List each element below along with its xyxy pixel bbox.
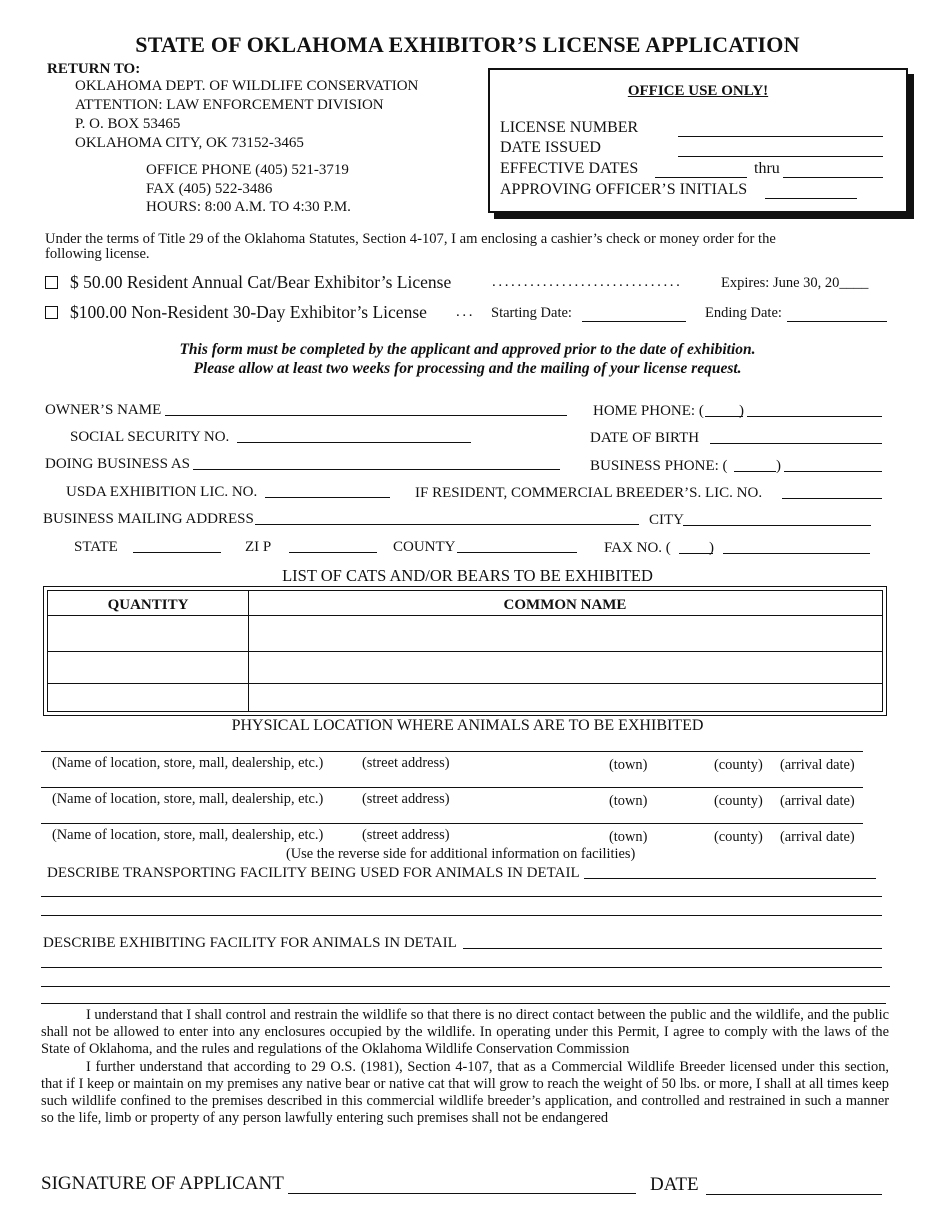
street-caption: (street address) [362, 791, 450, 807]
breeder-label: IF RESIDENT, COMMERCIAL BREEDER’S. LIC. NO. [415, 485, 763, 501]
fax-paren: ) [709, 540, 714, 556]
return-to-heading: RETURN TO: [47, 61, 141, 77]
city-field[interactable] [683, 525, 871, 526]
intro-line: Under the terms of Title 29 of the Oklahoma Statutes, Section 4-107, I am enclosing a cashier’s check or money order for the [45, 231, 776, 247]
date-issued-label: DATE ISSUED [500, 139, 601, 156]
intro-line: following license. [45, 246, 150, 262]
office-use-heading: OFFICE USE ONLY! [627, 83, 769, 99]
nonresident-license-checkbox[interactable] [45, 306, 58, 319]
dba-field[interactable] [193, 469, 560, 470]
arrival-caption: (arrival date) [780, 793, 855, 809]
license-number-label: LICENSE NUMBER [500, 119, 639, 136]
arrival-caption: (arrival date) [780, 829, 855, 845]
quantity-cell[interactable] [49, 685, 247, 709]
owner-name-label: OWNER’S NAME [45, 402, 162, 418]
exhibit-facility-line[interactable] [41, 1003, 886, 1004]
quantity-cell[interactable] [49, 653, 247, 682]
office-hours: HOURS: 8:00 A.M. TO 4:30 P.M. [146, 199, 351, 215]
leader-dots: .............................. [492, 274, 683, 290]
county-caption: (county) [714, 757, 763, 773]
ending-date-label: Ending Date: [705, 305, 782, 321]
owner-name-field[interactable] [165, 415, 567, 416]
reverse-side-note: (Use the reverse side for additional information on facilities) [286, 846, 636, 862]
notice-line: Please allow at least two weeks for processing and the mailing of your license request. [193, 360, 742, 377]
agreement-paragraph: I further understand that according to 29 O.S. (1981), Section 4-107, that as a Commercial Wildlife Breeder licensed under this section, that if I keep or maintain on my premises any native bear or native cat that will grow to reach the weight of 50 lbs. or more, I shall at all times keep such wildlife confined to the premises described in this commercial wildlife breeder’s application, and controlled and restrained in such a manner so the life, limb or property of any person lawfully entering such premises shall not be endangered [41, 1059, 889, 1126]
business-phone-area-field[interactable] [734, 471, 776, 472]
thru-label: thru [754, 160, 780, 177]
street-caption: (street address) [362, 827, 450, 843]
signature-date-field[interactable] [706, 1194, 882, 1195]
location-line-1[interactable] [41, 751, 863, 752]
location-name-caption: (Name of location, store, mall, dealership, etc.) [52, 791, 324, 807]
resident-license-option[interactable] [45, 272, 451, 293]
quantity-column-header: QUANTITY [107, 597, 189, 613]
home-phone-label: HOME PHONE: ( [593, 403, 704, 419]
effective-date-start-field[interactable] [655, 177, 747, 178]
mailing-address-label: BUSINESS MAILING ADDRESS [43, 511, 254, 527]
location-line-2[interactable] [41, 787, 863, 788]
nonresident-license-option[interactable] [45, 302, 427, 323]
location-line-3[interactable] [41, 823, 863, 824]
approving-officer-field[interactable] [765, 198, 857, 199]
notice-line: This form must be completed by the applicant and approved prior to the date of exhibition. [179, 341, 756, 358]
state-label: STATE [74, 539, 118, 555]
signature-date-label: DATE [650, 1174, 699, 1195]
transport-facility-line[interactable] [41, 915, 882, 916]
fax-area-field[interactable] [679, 553, 713, 554]
starting-date-label: Starting Date: [491, 305, 572, 321]
transport-facility-field[interactable] [584, 878, 876, 879]
arrival-caption: (arrival date) [780, 757, 855, 773]
town-caption: (town) [609, 757, 648, 773]
dba-label: DOING BUSINESS AS [45, 456, 191, 472]
street-caption: (street address) [362, 755, 450, 771]
return-address-line: OKLAHOMA CITY, OK 73152-3465 [75, 135, 304, 151]
location-name-caption: (Name of location, store, mall, dealership, etc.) [52, 827, 324, 843]
usda-label: USDA EXHIBITION LIC. NO. [66, 484, 258, 500]
business-phone-field[interactable] [784, 471, 882, 472]
county-caption: (county) [714, 793, 763, 809]
breeder-field[interactable] [782, 498, 882, 499]
exhibit-facility-label: DESCRIBE EXHIBITING FACILITY FOR ANIMALS IN DETAIL [43, 935, 457, 951]
quantity-cell[interactable] [49, 617, 247, 650]
common-name-cell[interactable] [250, 653, 880, 682]
location-name-caption: (Name of location, store, mall, dealership, etc.) [52, 755, 324, 771]
fax-label: FAX NO. ( [604, 540, 671, 556]
starting-date-field[interactable] [582, 321, 686, 322]
ssn-label: SOCIAL SECURITY NO. [70, 429, 230, 445]
location-heading: PHYSICAL LOCATION WHERE ANIMALS ARE TO BE EXHIBITED [231, 717, 704, 734]
page-title: STATE OF OKLAHOMA EXHIBITOR’S LICENSE APPLICATION [135, 32, 800, 57]
mailing-address-field[interactable] [255, 524, 639, 525]
county-label: COUNTY [393, 539, 456, 555]
animals-heading: LIST OF CATS AND/OR BEARS TO BE EXHIBITED [282, 566, 653, 585]
date-issued-field[interactable] [678, 156, 883, 157]
city-label: CITY [649, 512, 684, 528]
common-name-cell[interactable] [250, 617, 880, 650]
transport-facility-line[interactable] [41, 896, 882, 897]
effective-dates-label: EFFECTIVE DATES [500, 160, 639, 177]
county-caption: (county) [714, 829, 763, 845]
home-phone-field[interactable] [747, 416, 882, 417]
county-field[interactable] [457, 552, 577, 553]
expires-label: Expires: June 30, 20____ [721, 275, 869, 291]
resident-license-checkbox[interactable] [45, 276, 58, 289]
transport-facility-label: DESCRIBE TRANSPORTING FACILITY BEING USED FOR ANIMALS IN DETAIL [47, 865, 580, 881]
office-use-box [488, 68, 908, 213]
exhibit-facility-field[interactable] [463, 948, 882, 949]
state-field[interactable] [133, 552, 221, 553]
return-address-line: OKLAHOMA DEPT. OF WILDLIFE CONSERVATION [75, 78, 419, 94]
business-phone-paren: ) [776, 458, 781, 474]
home-phone-paren: ) [739, 403, 744, 419]
signature-field[interactable] [288, 1193, 636, 1194]
dob-label: DATE OF BIRTH [590, 430, 700, 446]
zip-label: ZI P [245, 539, 272, 555]
fax-field[interactable] [723, 553, 870, 554]
leader-dots: ... [456, 304, 476, 320]
license-number-field[interactable] [678, 136, 883, 137]
return-address-line: P. O. BOX 53465 [75, 116, 181, 132]
exhibit-facility-line[interactable] [41, 986, 890, 987]
ending-date-field[interactable] [787, 321, 887, 322]
nonresident-license-label: $100.00 Non-Resident 30-Day Exhibitor’s License [70, 302, 427, 322]
ssn-field[interactable] [237, 442, 471, 443]
zip-field[interactable] [289, 552, 377, 553]
return-address-line: ATTENTION: LAW ENFORCEMENT DIVISION [75, 97, 384, 113]
office-fax: FAX (405) 522-3486 [146, 181, 273, 197]
usda-field[interactable] [265, 497, 390, 498]
office-phone: OFFICE PHONE (405) 521-3719 [146, 162, 349, 178]
common-name-cell[interactable] [250, 685, 880, 709]
animals-table [43, 586, 887, 716]
business-phone-label: BUSINESS PHONE: ( [590, 458, 728, 474]
town-caption: (town) [609, 829, 648, 845]
agreement-paragraph: I understand that I shall control and restrain the wildlife so that there is no direct contact between the public and the wildlife, and the public shall not be allowed to enter into any enclosures occupied by the wildlife. In operating under this Permit, I agree to comply with the laws of the State of Oklahoma, and the rules and regulations of the Oklahoma Wildlife Conservation Commission [41, 1007, 889, 1057]
dob-field[interactable] [710, 443, 882, 444]
common-name-column-header: COMMON NAME [503, 597, 627, 613]
resident-license-label: $ 50.00 Resident Annual Cat/Bear Exhibitor’s License [70, 272, 452, 292]
effective-date-end-field[interactable] [783, 177, 883, 178]
approving-officer-label: APPROVING OFFICER’S INITIALS [500, 181, 748, 198]
exhibit-facility-line[interactable] [41, 967, 882, 968]
signature-label: SIGNATURE OF APPLICANT [41, 1173, 284, 1194]
town-caption: (town) [609, 793, 648, 809]
home-phone-area-field[interactable] [705, 416, 743, 417]
